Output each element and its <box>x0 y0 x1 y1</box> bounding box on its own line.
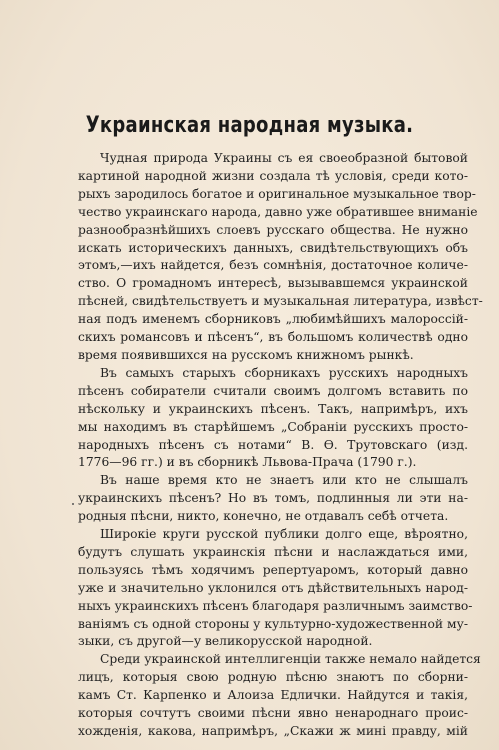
text-line: будутъ слушать украинскія пѣсни и наслаждаться ими, <box>78 544 468 559</box>
text-line: картиной народной жизни создала тѣ условія, среди кото- <box>78 168 468 183</box>
paragraph <box>78 651 481 741</box>
ink-speck <box>72 503 74 505</box>
text-line: украинскихъ пѣсенъ? Но въ томъ, подлинныя ли эти на- <box>78 491 468 506</box>
text-line: искать историческихъ данныхъ, свидѣтельствующихъ объ <box>78 240 468 255</box>
paragraph <box>78 150 483 365</box>
text-line: Въ самыхъ старыхъ сборникахъ русскихъ народныхъ <box>100 365 468 380</box>
text-line: уже и значительно уклонился отъ дѣйствительныхъ народ- <box>78 580 468 595</box>
page-title: Украинская народная музыка. <box>85 113 414 138</box>
text-line: этомъ,—ихъ найдется, безъ сомнѣнія, достаточное количе- <box>78 258 468 273</box>
text-line: мы находимъ въ старѣйшемъ „Собраніи русскихъ просто- <box>78 419 468 434</box>
paragraph <box>78 526 473 651</box>
text-line: Широкіе круги русской публики долго еще, вѣроятно, <box>100 527 468 542</box>
text-line: скихъ романсовъ и пѣсенъ“, въ большомъ количествѣ одно <box>78 330 468 345</box>
text-line: зыки, съ другой—у великорусской народной. <box>78 634 373 649</box>
text-line: пользуясь тѣмъ ходячимъ репертуаромъ, который давно <box>78 562 468 577</box>
text-line: лицъ, которыя свою родную пѣсню знаютъ по сборни- <box>78 670 468 685</box>
text-line: Въ наше время кто не знаетъ или кто не слышалъ <box>100 473 468 488</box>
text-line: пѣсней, свидѣтельствуетъ и музыкальная литература, извѣст- <box>78 294 483 309</box>
text-line: камъ Ст. Карпенко и Алоиза Едлички. Найдутся и такія, <box>78 688 468 703</box>
text-line: ваніямъ съ одной стороны у культурно-художественной му- <box>78 616 468 631</box>
text-line: ныхъ украинскихъ пѣсенъ благодаря различнымъ заимство- <box>78 598 473 613</box>
text-line: разнообразнѣйшихъ слоевъ русскаго общества. Не нужно <box>78 222 468 237</box>
text-line: хожденія, какова, напримѣръ, „Скажи ж мині правду, мій <box>78 724 468 738</box>
text-line: ство. О громадномъ интересѣ, вызывавшемся украинской <box>78 276 468 291</box>
text-line: ная подъ именемъ сборниковъ „любимѣйшихъ малороссій- <box>78 312 468 327</box>
text-line: нѣскольку и украинскихъ пѣсенъ. Такъ, напримѣръ, ихъ <box>78 401 468 416</box>
text-line: которыя сочтутъ своими пѣсни явно ненароднаго проис- <box>78 706 468 721</box>
body-text <box>78 150 483 741</box>
text-line: время появившихся на русскомъ книжномъ рынкѣ. <box>78 347 414 362</box>
text-line: рыхъ зародилось богатое и оригинальное музыкальное твор- <box>78 186 476 201</box>
text-line: Чудная природа Украины съ ея своеобразной бытовой <box>100 151 468 165</box>
paragraph <box>78 365 468 472</box>
text-line: чество украинскаго народа, давно уже обратившее вниманіе <box>78 204 478 219</box>
text-line: родныя пѣсни, никто, конечно, не отдавалъ себѣ отчета. <box>78 509 449 524</box>
text-line: Среди украинской интеллигенціи также немало найдется <box>100 652 481 667</box>
text-line: народныхъ пѣсенъ съ нотами“ В. Ѳ. Трутовскаго (изд. <box>78 437 468 452</box>
text-line: 1776—96 гг.) и въ сборникѣ Львова-Прача (1790 г.). <box>78 455 417 470</box>
text-line: пѣсенъ собиратели считали своимъ долгомъ вставить по <box>78 383 468 398</box>
paragraph <box>78 472 468 526</box>
